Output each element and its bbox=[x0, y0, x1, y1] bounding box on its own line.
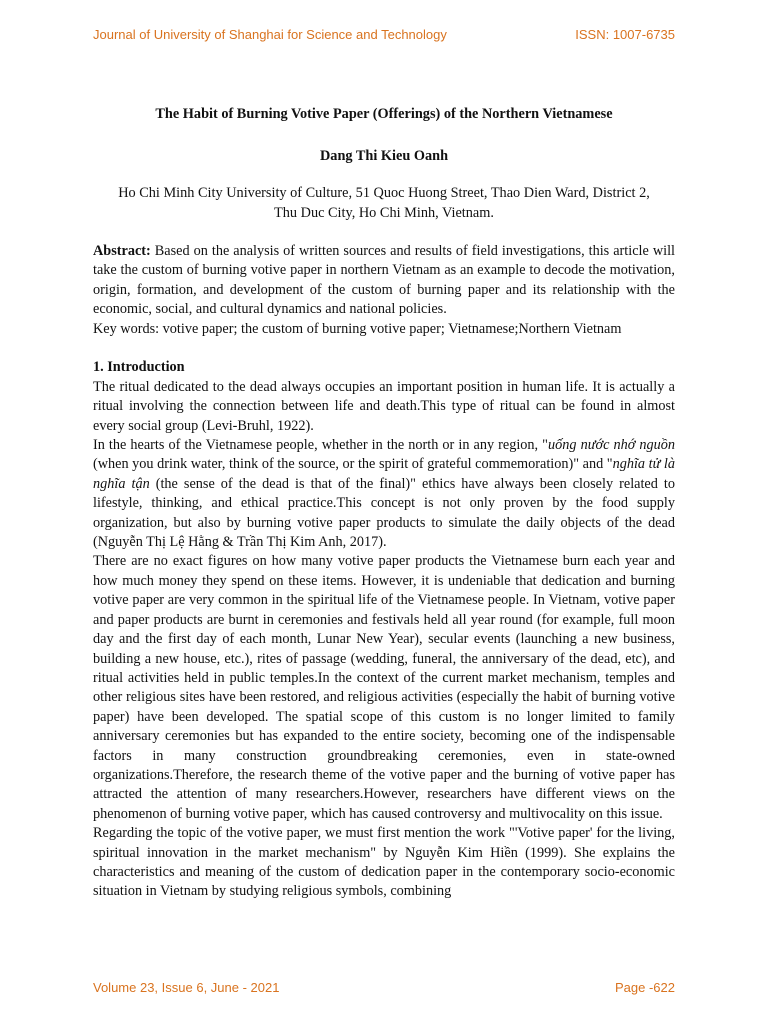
abstract-label: Abstract: bbox=[93, 243, 151, 259]
page-footer bbox=[93, 980, 675, 998]
author-name: Dang Thi Kieu Oanh bbox=[319, 148, 449, 164]
intro-p2-text-c: (the sense of the dead is that of the final)" ethics have always been closely related to lifestyle, thinking, and ethical practice.This concept is not only proven by the food supply organization, but also by burning votive paper products to simulate the daily objects of the dead (Nguyễn Thị Lệ Hằng & Trần Thị Kim Anh, 2017). bbox=[93, 475, 675, 551]
page-header bbox=[93, 27, 675, 45]
affiliation-line-2: Thu Duc City, Ho Chi Minh, Vietnam. bbox=[274, 204, 494, 221]
section-heading-introduction: 1. Introduction bbox=[93, 359, 185, 376]
intro-paragraph-1: The ritual dedicated to the dead always occupies an important position in human life. It is actually a ritual involving the connection between life and death.This type of ritual can be found in almost every social group (Levi-Bruhl, 1922). bbox=[93, 378, 675, 434]
keywords-line: Key words: votive paper; the custom of burning votive paper; Vietnamese;Northern Vietnam bbox=[93, 320, 622, 337]
abstract-text: Based on the analysis of written sources and results of field investigations, this article will take the custom of burning votive paper in northern Vietnam as an example to decode the motivation, origin, formation, and development of the custom of burning paper and its relationship with the economic, social, and cultural dynamics and national policies. bbox=[93, 243, 675, 318]
intro-paragraph-3: There are no exact figures on how many votive paper products the Vietnamese burn each year and how much money they spend on these items. However, it is undeniable that dedication and burning votive paper are very common in the spiritual life of the Vietnamese people. In Vietnam, votive paper and paper products are burnt in ceremonies and festivals held all year round (for example, full moon day and the first day of each month, Lunar New Year), secular events (launching a new business, building a new house, etc.), rites of passage (wedding, funeral, the anniversary of the dead, etc), and ritual activities held in public temples.In the context of the current market mechanism, temples and other religious sites have been restored, and religious activities (especially the habit of burning votive paper) have been developed. The spatial scope of this custom is no longer limited to family anniversary ceremonies but has expanded to the entire society, becoming one of the indispensable factors in many construction groundbreaking ceremonies, even in state-owned organizations.Therefore, the research theme of the votive paper and the burning of votive paper has attracted the attention of many researchers.However, researchers have different views on the phenomenon of burning votive paper, which has caused controversy and multivocality on this issue. bbox=[93, 553, 675, 822]
page-number: Page -622 bbox=[615, 980, 675, 995]
intro-p2-text-a: In the hearts of the Vietnamese people, whether in the north or in any region, " bbox=[93, 437, 548, 454]
affiliation-line-1: Ho Chi Minh City University of Culture, 51 Quoc Huong Street, Thao Dien Ward, District 2, bbox=[118, 185, 650, 201]
abstract-paragraph bbox=[93, 242, 675, 320]
paper-title: The Habit of Burning Votive Paper (Offerings) of the Northern Vietnamese bbox=[155, 106, 613, 122]
journal-name: Journal of University of Shanghai for Science and Technology bbox=[93, 27, 447, 42]
intro-p2-text-b: (when you drink water, think of the source, or the spirit of grateful commemoration)" and " bbox=[93, 456, 613, 473]
paper-body bbox=[93, 242, 675, 902]
intro-p2-italic-2: nghĩa tử là nghĩa tận bbox=[93, 456, 675, 492]
intro-paragraph-2 bbox=[93, 436, 675, 552]
volume-issue: Volume 23, Issue 6, June - 2021 bbox=[93, 980, 280, 995]
intro-p2-italic-1: uống nước nhớ nguồn bbox=[548, 437, 675, 454]
intro-paragraph-4: Regarding the topic of the votive paper, we must first mention the work "'Votive paper' for the living, spiritual innovation in the market mechanism" by Nguyễn Kim Hiền (1999). She explains the characteristics and meaning of the custom of dedication paper in the contemporary socio-economic situation in Vietnam by studying religious symbols, combining bbox=[93, 825, 675, 900]
issn-number: ISSN: 1007-6735 bbox=[575, 27, 675, 42]
author-affiliation bbox=[93, 184, 675, 223]
